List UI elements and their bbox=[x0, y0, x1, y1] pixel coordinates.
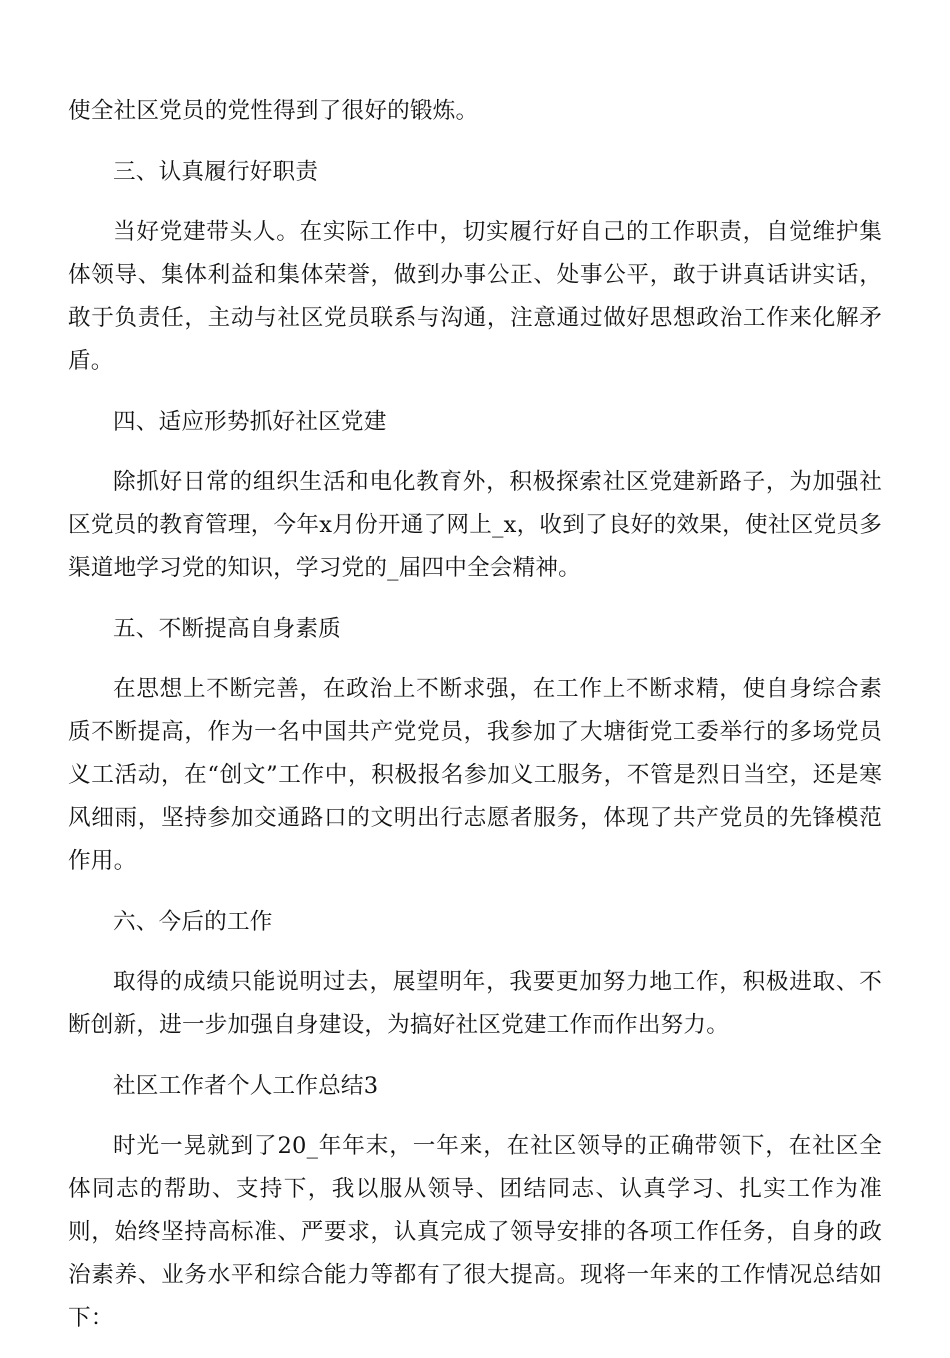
section-heading-4: 四、适应形势抓好社区党建 bbox=[113, 408, 387, 435]
section-heading-6: 六、今后的工作 bbox=[113, 908, 273, 935]
paragraph-continued: 使全社区党员的党性得到了很好的锻炼。 bbox=[68, 98, 479, 124]
paragraph: 在思想上不断完善，在政治上不断求强，在工作上不断求精，使自身综合素质不断提高，作为一名中国共产党党员，我参加了大塘街党工委举行的多场党员义工活动，在“创文”工作中，积极报名参加义工服务，不管是烈日当空，还是寒风细雨，坚持参加交通路口的文明出行志愿者服务，体现了共产党员的先锋模范作用。 bbox=[68, 676, 882, 874]
paragraph: 当好党建带头人。在实际工作中，切实履行好自己的工作职责，自觉维护集体领导、集体利益和集体荣誉，做到办事公正、处事公平，敢于讲真话讲实话，敢于负责任，主动与社区党员联系与沟通，注意通过做好思想政治工作来化解矛盾。 bbox=[68, 219, 882, 374]
paragraph: 时光一晃就到了20_年年末，一年来，在社区领导的正确带领下，在社区全体同志的帮助、支持下，我以服从领导、团结同志、认真学习、扎实工作为准则，始终坚持高标准、严要求，认真完成了领导安排的各项工作任务，自身的政治素养、业务水平和综合能力等都有了很大提高。现将一年来的工作情况总结如下： bbox=[68, 1133, 882, 1331]
document-subtitle: 社区工作者个人工作总结3 bbox=[113, 1072, 379, 1099]
paragraph: 除抓好日常的组织生活和电化教育外，积极探索社区党建新路子，为加强社区党员的教育管理，今年x月份开通了网上_x，收到了良好的效果，使社区党员多渠道地学习党的知识，学习党的_届四中全会精神。 bbox=[68, 469, 882, 581]
document-page bbox=[68, 90, 882, 1358]
section-heading-5: 五、不断提高自身素质 bbox=[113, 615, 341, 642]
section-heading-3: 三、认真履行好职责 bbox=[113, 158, 319, 185]
paragraph: 取得的成绩只能说明过去，展望明年，我要更加努力地工作，积极进取、不断创新，进一步加强自身建设，为搞好社区党建工作而作出努力。 bbox=[68, 969, 882, 1038]
